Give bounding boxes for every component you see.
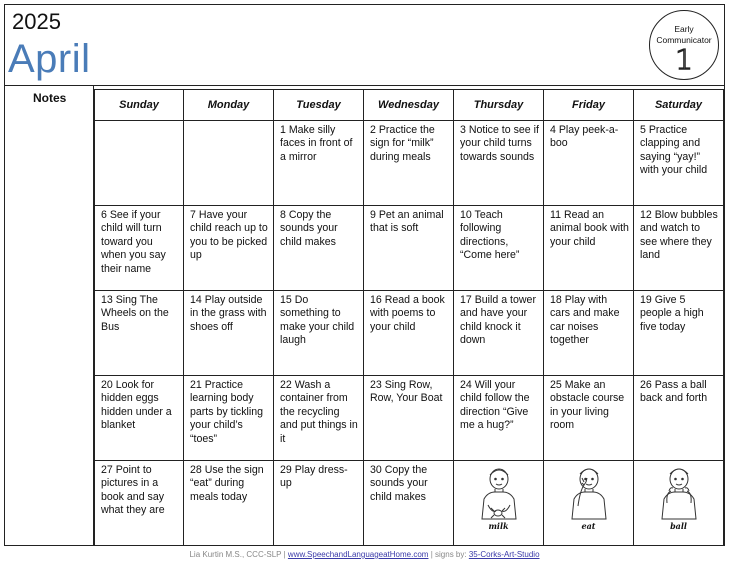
day-cell (184, 121, 274, 206)
day-cell: 26 Pass a ball back and forth (634, 376, 724, 461)
day-cell: 7 Have your child reach up to you to be picked up (184, 206, 274, 291)
sign-milk-cell (454, 461, 544, 546)
day-cell: 10 Teach following directions, “Come here” (454, 206, 544, 291)
calendar-frame (4, 4, 725, 546)
sign-caption-milk: milk (488, 520, 509, 531)
day-cell: 9 Pet an animal that is soft (364, 206, 454, 291)
early-communicator-badge (649, 10, 719, 80)
calendar-grid (94, 85, 724, 545)
day-cell: 16 Read a book with poems to your child (364, 291, 454, 376)
weekday-saturday: Saturday (634, 89, 724, 121)
week-row-2 (94, 206, 724, 291)
weekday-monday: Monday (184, 89, 274, 121)
day-cell: 29 Play dress-up (274, 461, 364, 546)
weekday-tuesday: Tuesday (274, 89, 364, 121)
day-cell: 19 Give 5 people a high five today (634, 291, 724, 376)
day-cell (94, 121, 184, 206)
footer-separator: | (430, 550, 433, 559)
day-cell: 15 Do something to make your child laugh (274, 291, 364, 376)
year-label: 2025 (12, 9, 61, 34)
day-cell: 20 Look for hidden eggs hidden under a blanket (94, 376, 184, 461)
week-row-5 (94, 461, 724, 546)
milk-sign-illustration-icon (454, 461, 544, 546)
calendar-header (5, 5, 724, 86)
footer-signs-prefix: signs by: (435, 550, 467, 559)
day-cell: 12 Blow bubbles and watch to see where they land (634, 206, 724, 291)
weekday-friday: Friday (544, 89, 634, 121)
week-row-1 (94, 121, 724, 206)
weekday-sunday: Sunday (94, 89, 184, 121)
weekday-thursday: Thursday (454, 89, 544, 121)
notes-label: Notes (33, 91, 67, 105)
ball-sign-illustration-icon (634, 461, 724, 546)
month-title: April (8, 37, 91, 81)
sign-ball-cell (634, 461, 724, 546)
sign-eat-cell (544, 461, 634, 546)
week-row-3 (94, 291, 724, 376)
badge-number: 1 (675, 43, 693, 76)
day-cell: 5 Practice clapping and saying “yay!” with your child (634, 121, 724, 206)
day-cell: 23 Sing Row, Row, Your Boat (364, 376, 454, 461)
day-cell: 25 Make an obstacle course in your living room (544, 376, 634, 461)
day-cell: 22 Wash a container from the recycling and put things in it (274, 376, 364, 461)
badge-line-2: Communicator (656, 35, 712, 45)
sign-caption-ball: ball (670, 520, 687, 531)
day-cell: 11 Read an animal book with your child (544, 206, 634, 291)
day-cell: 30 Copy the sounds your child makes (364, 461, 454, 546)
day-cell: 21 Practice learning body parts by tickling your child’s “toes” (184, 376, 274, 461)
footer-signs-link[interactable]: 35-Corks-Art-Studio (468, 550, 540, 559)
day-cell: 8 Copy the sounds your child makes (274, 206, 364, 291)
footer-website-link[interactable]: www.SpeechandLanguageatHome.com (287, 550, 429, 559)
page-footer (0, 550, 729, 559)
day-cell: 18 Play with cars and make car noises together (544, 291, 634, 376)
day-cell: 24 Will your child follow the direction “Give me a hug?” (454, 376, 544, 461)
weekday-header-row (94, 89, 724, 121)
day-cell: 1 Make silly faces in front of a mirror (274, 121, 364, 206)
footer-separator: | (283, 550, 286, 559)
day-cell: 17 Build a tower and have your child knock it down (454, 291, 544, 376)
notes-column (5, 85, 94, 545)
day-cell: 6 See if your child will turn toward you when you say their name (94, 206, 184, 291)
day-cell: 13 Sing The Wheels on the Bus (94, 291, 184, 376)
sign-caption-eat: eat (581, 520, 596, 531)
badge-line-1: Early (674, 24, 694, 34)
day-cell: 27 Point to pictures in a book and say what they are (94, 461, 184, 546)
day-cell: 28 Use the sign “eat” during meals today (184, 461, 274, 546)
day-cell: 14 Play outside in the grass with shoes off (184, 291, 274, 376)
footer-author: Lia Kurtin M.S., CCC-SLP (189, 550, 282, 559)
day-cell: 4 Play peek-a-boo (544, 121, 634, 206)
weekday-wednesday: Wednesday (364, 89, 454, 121)
day-cell: 3 Notice to see if your child turns towards sounds (454, 121, 544, 206)
eat-sign-illustration-icon (544, 461, 634, 546)
day-cell: 2 Practice the sign for “milk” during meals (364, 121, 454, 206)
week-row-4 (94, 376, 724, 461)
